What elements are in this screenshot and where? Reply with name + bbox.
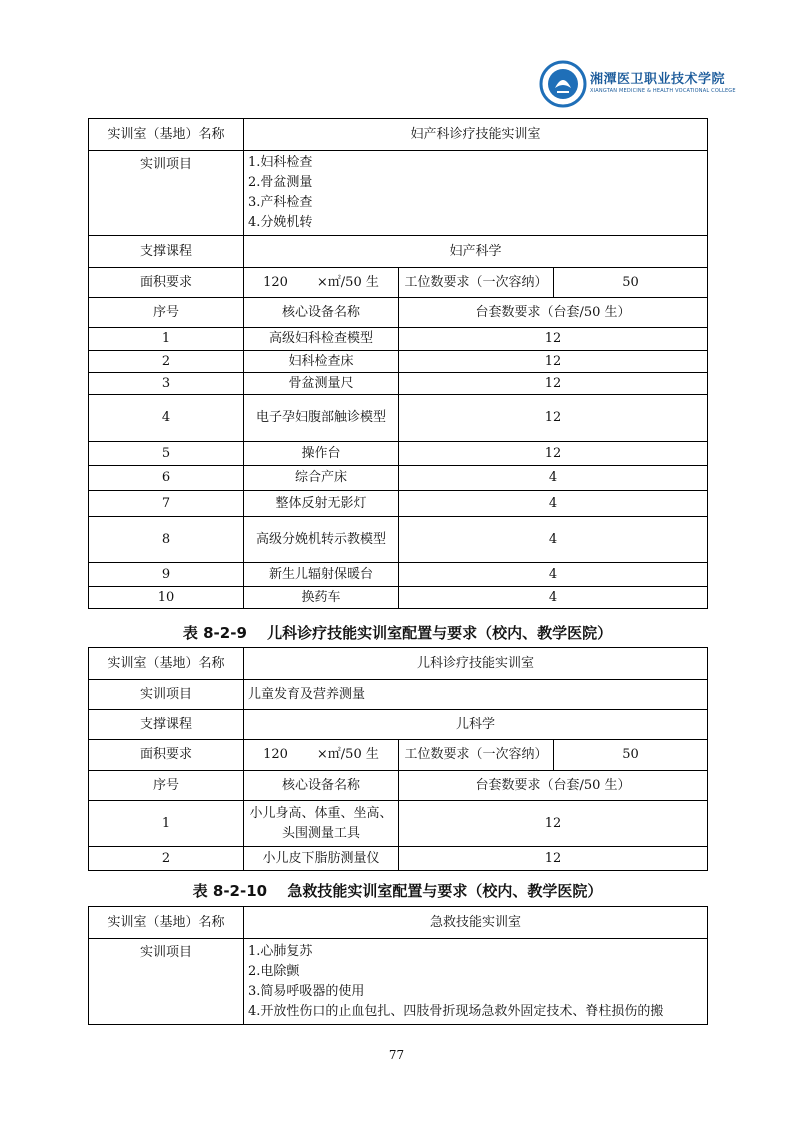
- row-qty: 4: [399, 587, 708, 609]
- table-row: [89, 395, 708, 442]
- room-label: 实训室（基地）名称: [89, 119, 244, 151]
- row-equip: 高级妇科检查模型: [244, 328, 399, 351]
- row-no: 2: [89, 351, 244, 373]
- course-value: 妇产科学: [244, 236, 708, 268]
- college-name-en: XIANGTAN MEDICINE & HEALTH VOCATIONAL COLLEGE: [590, 88, 736, 94]
- item-line: 4.分娩机转: [248, 215, 313, 230]
- row-qty: 4: [399, 517, 708, 563]
- table-row: [89, 351, 708, 373]
- area-unit: ×㎡/50 生: [316, 274, 379, 290]
- table-row: [89, 328, 708, 351]
- table-row: [89, 491, 708, 517]
- row-qty: 12: [399, 847, 708, 871]
- college-name: 湘潭医卫职业技术学院: [590, 72, 726, 87]
- row-qty: 12: [399, 395, 708, 442]
- area-unit: ×㎡/50 生: [316, 747, 379, 762]
- row-equip: 妇科检查床: [244, 351, 399, 373]
- station-value: 50: [554, 740, 708, 771]
- course-label: 支撑课程: [89, 710, 244, 740]
- station-value: 50: [554, 268, 708, 298]
- row-no: 1: [89, 328, 244, 351]
- table-row: [89, 442, 708, 466]
- area-label: 面积要求: [89, 740, 244, 771]
- table-obstetrics: [88, 118, 708, 609]
- table-row: [89, 373, 708, 395]
- area-value: [244, 740, 399, 771]
- table-caption: 表 8-2-10 急救技能实训室配置与要求（校内、教学医院）: [192, 882, 603, 900]
- table-row: [89, 801, 708, 847]
- row-equip: 骨盆测量尺: [244, 373, 399, 395]
- table-row: [89, 563, 708, 587]
- item-line: 2.电除颤: [248, 963, 300, 979]
- row-no: 6: [89, 466, 244, 491]
- items-list: [244, 151, 708, 236]
- row-no: 7: [89, 491, 244, 517]
- table-row: [89, 847, 708, 871]
- item-line: 1.心肺复苏: [248, 943, 313, 959]
- room-label: 实训室（基地）名称: [89, 648, 244, 680]
- items-label: 实训项目: [89, 680, 244, 710]
- room-value: 急救技能实训室: [244, 907, 708, 939]
- row-equip: 操作台: [244, 442, 399, 466]
- table-first-aid: [88, 906, 708, 1025]
- row-no: 2: [89, 847, 244, 871]
- row-qty: 12: [399, 328, 708, 351]
- item-line: 1.妇科检查: [248, 155, 313, 170]
- row-no: 9: [89, 563, 244, 587]
- row-qty: 4: [399, 466, 708, 491]
- item-line: 3.简易呼吸器的使用: [248, 983, 365, 999]
- course-value: 儿科学: [244, 710, 708, 740]
- row-equip: 小儿皮下脂肪测量仪: [244, 847, 399, 871]
- area-value: [244, 268, 399, 298]
- row-equip: 电子孕妇腹部触诊模型: [244, 395, 399, 442]
- area-number: 120: [263, 747, 288, 762]
- station-label: 工位数要求（一次容纳）: [399, 268, 554, 298]
- row-equip: 整体反射无影灯: [244, 491, 399, 517]
- row-equip: 换药车: [244, 587, 399, 609]
- area-number: 120: [263, 274, 288, 290]
- row-qty: 12: [399, 801, 708, 847]
- row-no: 10: [89, 587, 244, 609]
- item-line: 2.骨盆测量: [248, 175, 313, 190]
- room-value: 儿科诊疗技能实训室: [244, 648, 708, 680]
- room-label: 实训室（基地）名称: [89, 907, 244, 939]
- table-row: [89, 466, 708, 491]
- row-no: 1: [89, 801, 244, 847]
- row-qty: 12: [399, 351, 708, 373]
- col-header-equip: 核心设备名称: [244, 298, 399, 328]
- table-caption: 表 8-2-9 儿科诊疗技能实训室配置与要求（校内、教学医院）: [182, 624, 613, 642]
- col-header-no: 序号: [89, 771, 244, 801]
- items-label: 实训项目: [89, 151, 244, 236]
- row-qty: 4: [399, 491, 708, 517]
- items-value: 儿童发育及营养测量: [244, 680, 708, 710]
- row-no: 8: [89, 517, 244, 563]
- row-no: 5: [89, 442, 244, 466]
- row-equip: 高级分娩机转示教模型: [244, 517, 399, 563]
- station-label: 工位数要求（一次容纳）: [399, 740, 554, 771]
- row-qty: 12: [399, 373, 708, 395]
- col-header-equip: 核心设备名称: [244, 771, 399, 801]
- row-equip: 综合产床: [244, 466, 399, 491]
- area-label: 面积要求: [89, 268, 244, 298]
- row-no: 4: [89, 395, 244, 442]
- items-list: [244, 939, 708, 1025]
- row-qty: 4: [399, 563, 708, 587]
- room-value: 妇产科诊疗技能实训室: [244, 119, 708, 151]
- row-no: 3: [89, 373, 244, 395]
- row-qty: 12: [399, 442, 708, 466]
- item-line: 4.开放性伤口的止血包扎、四肢骨折现场急救外固定技术、脊柱损伤的搬: [248, 1003, 664, 1019]
- row-equip: 新生儿辐射保暖台: [244, 563, 399, 587]
- table-row: [89, 587, 708, 609]
- col-header-no: 序号: [89, 298, 244, 328]
- item-line: 3.产科检查: [248, 195, 313, 210]
- col-header-qty: 台套数要求（台套/50 生）: [399, 298, 708, 328]
- course-label: 支撑课程: [89, 236, 244, 268]
- table-row: [89, 517, 708, 563]
- table-pediatrics: [88, 647, 708, 871]
- col-header-qty: 台套数要求（台套/50 生）: [399, 771, 708, 801]
- page-number: 77: [388, 1048, 405, 1062]
- items-label: 实训项目: [89, 939, 244, 1025]
- row-equip: 小儿身高、体重、坐高、头围测量工具: [244, 801, 399, 847]
